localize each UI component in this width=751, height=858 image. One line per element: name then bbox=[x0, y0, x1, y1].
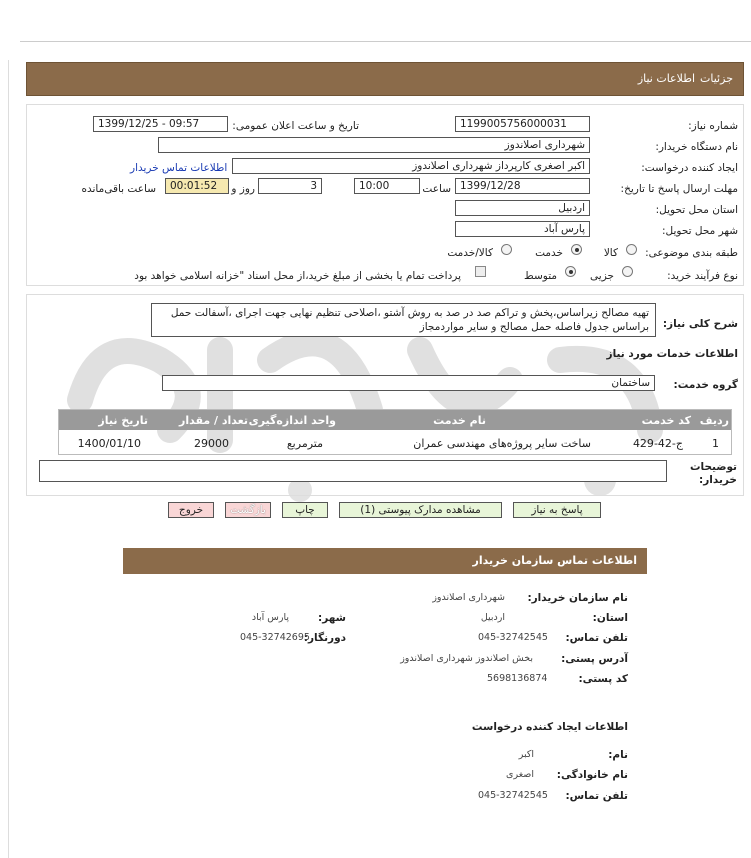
province-label: استان محل تحویل: bbox=[655, 204, 738, 216]
category-goods-service-radio[interactable] bbox=[501, 244, 512, 255]
need-number-field: 1199005756000031 bbox=[455, 116, 590, 132]
contact-phone-label: تلفن تماس: bbox=[565, 632, 628, 644]
reply-button[interactable]: پاسخ به نیاز bbox=[513, 502, 601, 518]
process-label: نوع فرآیند خرید: bbox=[667, 270, 738, 282]
deadline-time-field: 10:00 bbox=[354, 178, 420, 194]
buyer-org-label: نام دستگاه خریدار: bbox=[655, 141, 738, 153]
col-name: نام خدمت bbox=[433, 414, 486, 427]
province-field: اردبیل bbox=[455, 200, 590, 216]
buyer-org-field: شهرداری اصلاندوز bbox=[158, 137, 590, 153]
process-medium-radio[interactable] bbox=[565, 266, 576, 277]
col-row: ردیف bbox=[699, 414, 729, 427]
city-field: پارس آباد bbox=[455, 221, 590, 237]
process-medium-label: متوسط bbox=[524, 270, 557, 282]
service-group-label: گروه خدمت: bbox=[673, 379, 738, 391]
days-field: 3 bbox=[258, 178, 322, 194]
cell-name: ساخت سایر پروژه‌های مهندسی عمران bbox=[413, 437, 591, 450]
cell-row: 1 bbox=[712, 437, 719, 450]
announce-label: تاریخ و ساعت اعلان عمومی: bbox=[232, 120, 359, 132]
org-name-label: نام سازمان خریدار: bbox=[527, 592, 628, 604]
table-row bbox=[59, 432, 731, 454]
contact-province-value: اردبیل bbox=[480, 612, 505, 623]
last-name-value: اصغری bbox=[506, 769, 534, 780]
description-box: تهیه مصالح زیراساس،پخش و تراکم صد در صد به روش آشتو ،اصلاحی تنظیم نهایی جهت اجرای ،آسفالت حمل براساس جدول فاصله حمل مصالح و سایر مواردمجاز bbox=[151, 303, 656, 337]
services-table bbox=[58, 409, 732, 455]
col-unit: واحد اندازه‌گیری bbox=[248, 414, 336, 427]
page-header bbox=[26, 62, 744, 96]
need-number-label: شماره نیاز: bbox=[688, 120, 738, 132]
top-divider bbox=[20, 41, 751, 42]
col-date: تاریخ نیاز bbox=[98, 414, 148, 427]
creator-field: اکبر اصغری کارپرداز شهرداری اصلاندوز bbox=[232, 158, 590, 174]
remaining-time-field: 00:01:52 bbox=[165, 178, 229, 194]
category-service-label: خدمت bbox=[535, 247, 563, 259]
payment-note: پرداخت تمام یا بخشی از مبلغ خرید،از محل اسناد "خزانه اسلامی خواهد بود bbox=[134, 270, 461, 282]
last-name-label: نام خانوادگی: bbox=[556, 769, 628, 781]
back-button[interactable]: بازگشت bbox=[225, 502, 271, 518]
col-qty: تعداد / مقدار bbox=[179, 414, 248, 427]
postal-label: کد پستی: bbox=[578, 673, 628, 685]
contact-title: اطلاعات تماس سازمان خریدار bbox=[472, 554, 637, 567]
category-goods-radio[interactable] bbox=[626, 244, 637, 255]
need-info-tab[interactable]: اطلاعات نیاز bbox=[637, 72, 695, 85]
contact-phone-value: 045-32742545 bbox=[478, 632, 548, 643]
category-goods-service-label: کالا/خدمت bbox=[447, 247, 493, 259]
print-button[interactable]: چاپ bbox=[282, 502, 328, 518]
service-group-field: ساختمان bbox=[162, 375, 655, 391]
col-code: کد خدمت bbox=[641, 414, 691, 427]
address-value: بخش اصلاندوز شهرداری اصلاندوز bbox=[400, 653, 533, 664]
remaining-label: ساعت باقی‌مانده bbox=[81, 183, 156, 195]
services-title: اطلاعات خدمات مورد نیاز bbox=[606, 348, 738, 360]
creator-phone-value: 045-32742545 bbox=[478, 790, 548, 801]
payment-checkbox[interactable] bbox=[475, 266, 486, 277]
creator-phone-label: تلفن تماس: bbox=[565, 790, 628, 802]
contact-city-label: شهر: bbox=[318, 612, 346, 624]
contact-fax-value: 045-32742695 bbox=[240, 632, 310, 643]
exit-button[interactable]: خروج bbox=[168, 502, 214, 518]
process-partial-label: جزیی bbox=[590, 270, 614, 282]
cell-date: 1400/01/10 bbox=[77, 437, 141, 450]
buyer-notes-label: توضیحات خریدار: bbox=[689, 461, 737, 486]
cell-unit: مترمربع bbox=[286, 437, 323, 450]
contact-header bbox=[123, 548, 647, 574]
address-label: آدرس پستی: bbox=[561, 653, 628, 665]
time-label: ساعت bbox=[422, 183, 451, 195]
attachments-button[interactable]: مشاهده مدارک پیوستی (1) bbox=[339, 502, 502, 518]
org-name-value: شهرداری اصلاندوز bbox=[432, 592, 505, 603]
category-service-radio[interactable] bbox=[571, 244, 582, 255]
description-label: شرح کلی نیاز: bbox=[662, 318, 738, 330]
contact-province-label: استان: bbox=[592, 612, 628, 624]
announce-field: 1399/12/25 - 09:57 bbox=[93, 116, 228, 132]
buyer-contact-link[interactable]: اطلاعات تماس خریدار bbox=[130, 162, 228, 174]
table-header bbox=[59, 410, 731, 430]
creator-info-title: اطلاعات ایجاد کننده درخواست bbox=[471, 721, 628, 733]
deadline-date-field: 1399/12/28 bbox=[455, 178, 590, 194]
first-name-label: نام: bbox=[608, 749, 628, 761]
process-partial-radio[interactable] bbox=[622, 266, 633, 277]
city-label: شهر محل تحویل: bbox=[662, 225, 738, 237]
contact-fax-label: دورنگار: bbox=[303, 632, 346, 644]
contact-city-value: پارس آباد bbox=[251, 612, 289, 623]
category-goods-label: کالا bbox=[603, 247, 618, 259]
buyer-notes-box bbox=[39, 460, 667, 482]
details-tab[interactable]: جزئیات bbox=[700, 72, 733, 85]
left-divider bbox=[8, 60, 9, 858]
cell-code: ج-42-429 bbox=[632, 437, 683, 450]
category-label: طبقه بندی موضوعی: bbox=[645, 247, 738, 259]
deadline-label: مهلت ارسال پاسخ تا تاریخ: bbox=[620, 183, 738, 195]
cell-qty: 29000 bbox=[194, 437, 229, 450]
postal-value: 5698136874 bbox=[487, 673, 548, 684]
first-name-value: اکبر bbox=[518, 749, 534, 760]
creator-label: ایجاد کننده درخواست: bbox=[641, 162, 738, 174]
days-label: روز و bbox=[231, 183, 255, 195]
